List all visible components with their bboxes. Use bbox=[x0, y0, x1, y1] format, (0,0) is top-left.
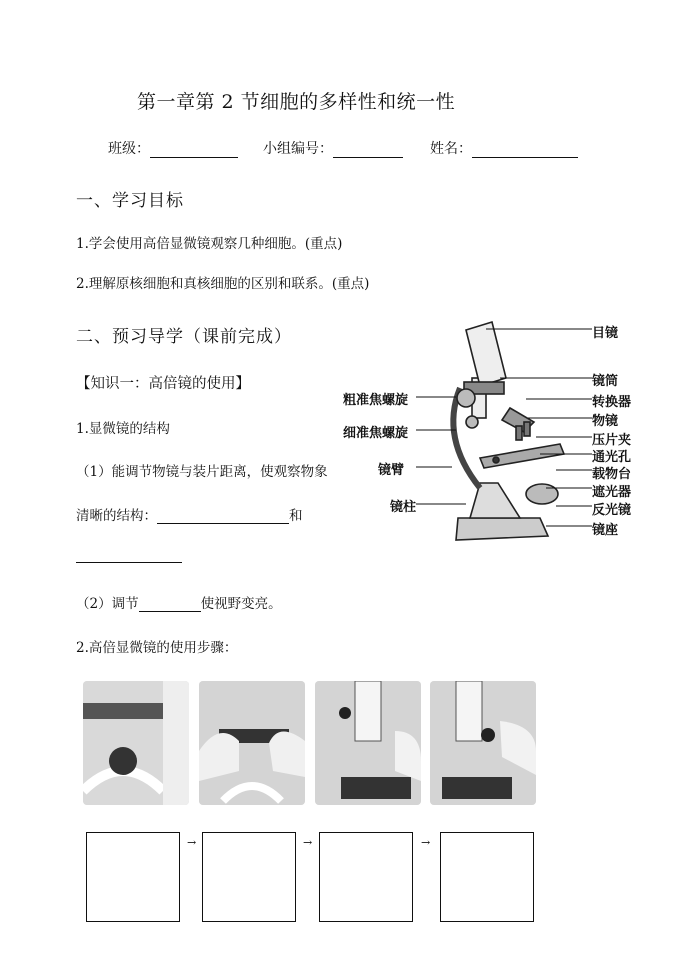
question-1b bbox=[76, 592, 282, 612]
group-field bbox=[263, 138, 403, 158]
microscope-focus-icon bbox=[315, 681, 421, 805]
arrow-right-icon: → bbox=[303, 836, 313, 849]
step-box-2[interactable] bbox=[202, 832, 296, 922]
step-box-3[interactable] bbox=[319, 832, 413, 922]
step-photo-3 bbox=[315, 681, 421, 805]
step-box-4[interactable] bbox=[440, 832, 534, 922]
arrow-right-icon: → bbox=[421, 836, 431, 849]
question-2: 2.高倍显微镜的使用步骤： bbox=[76, 640, 238, 656]
label-objective: 物镜 bbox=[592, 414, 619, 429]
step-photo-4 bbox=[430, 681, 536, 805]
step-photo-1 bbox=[83, 681, 189, 805]
page-title: 第一章第 2 节细胞的多样性和统一性 bbox=[137, 91, 456, 113]
goal-item-1: 1.学会使用高倍显微镜观察几种细胞。(重点) bbox=[76, 236, 343, 252]
step-box-1[interactable] bbox=[86, 832, 180, 922]
name-label: 姓名： bbox=[430, 141, 472, 157]
label-eyepiece: 目镜 bbox=[592, 326, 619, 341]
question-1a-prefix: 清晰的结构： bbox=[76, 508, 157, 524]
label-coarse-focus: 粗准焦螺旋 bbox=[343, 393, 409, 408]
group-label: 小组编号： bbox=[263, 141, 333, 157]
class-field bbox=[108, 138, 238, 158]
label-aperture: 通光孔 bbox=[592, 450, 632, 465]
question-1a: （1）能调节物镜与装片距离，使观察物象 bbox=[76, 464, 328, 480]
blank-brightness[interactable] bbox=[139, 610, 201, 612]
step-photo-2 bbox=[199, 681, 305, 805]
blank-structure-2[interactable] bbox=[76, 562, 182, 563]
label-diaphragm: 遮光器 bbox=[592, 485, 632, 500]
diagram-leader-lines bbox=[416, 320, 596, 540]
section1-heading: 一、学习目标 bbox=[76, 191, 184, 211]
label-tube: 镜筒 bbox=[592, 374, 619, 389]
label-arm: 镜臂 bbox=[378, 463, 405, 478]
microscope-adjust-icon bbox=[430, 681, 536, 805]
group-blank[interactable] bbox=[333, 156, 403, 158]
question-1: 1.显微镜的结构 bbox=[76, 421, 170, 437]
question-1a-cont bbox=[76, 504, 303, 524]
label-pillar: 镜柱 bbox=[390, 500, 417, 515]
knowledge-heading: 【知识一：高倍镜的使用】 bbox=[76, 376, 250, 392]
label-clip: 压片夹 bbox=[592, 433, 632, 448]
label-mirror: 反光镜 bbox=[592, 503, 632, 518]
label-converter: 转换器 bbox=[592, 395, 632, 410]
label-stage: 载物台 bbox=[592, 467, 632, 482]
label-base: 镜座 bbox=[592, 523, 619, 538]
goal-item-2: 2.理解原核细胞和真核细胞的区别和联系。(重点) bbox=[76, 276, 370, 292]
name-blank[interactable] bbox=[472, 156, 578, 158]
question-1b-suffix: 使视野变亮。 bbox=[200, 596, 282, 612]
microscope-stage-icon bbox=[83, 681, 189, 805]
class-blank[interactable] bbox=[150, 156, 238, 158]
name-field bbox=[430, 138, 578, 158]
microscope-hands-icon bbox=[199, 681, 305, 805]
class-label: 班级： bbox=[108, 141, 150, 157]
arrow-right-icon: → bbox=[187, 836, 197, 849]
blank-structure-1[interactable] bbox=[157, 522, 289, 524]
section2-heading: 二、预习导学（课前完成） bbox=[76, 327, 292, 347]
question-1a-and: 和 bbox=[289, 508, 303, 524]
label-fine-focus: 细准焦螺旋 bbox=[343, 426, 409, 441]
question-1b-prefix: （2）调节 bbox=[76, 596, 139, 612]
